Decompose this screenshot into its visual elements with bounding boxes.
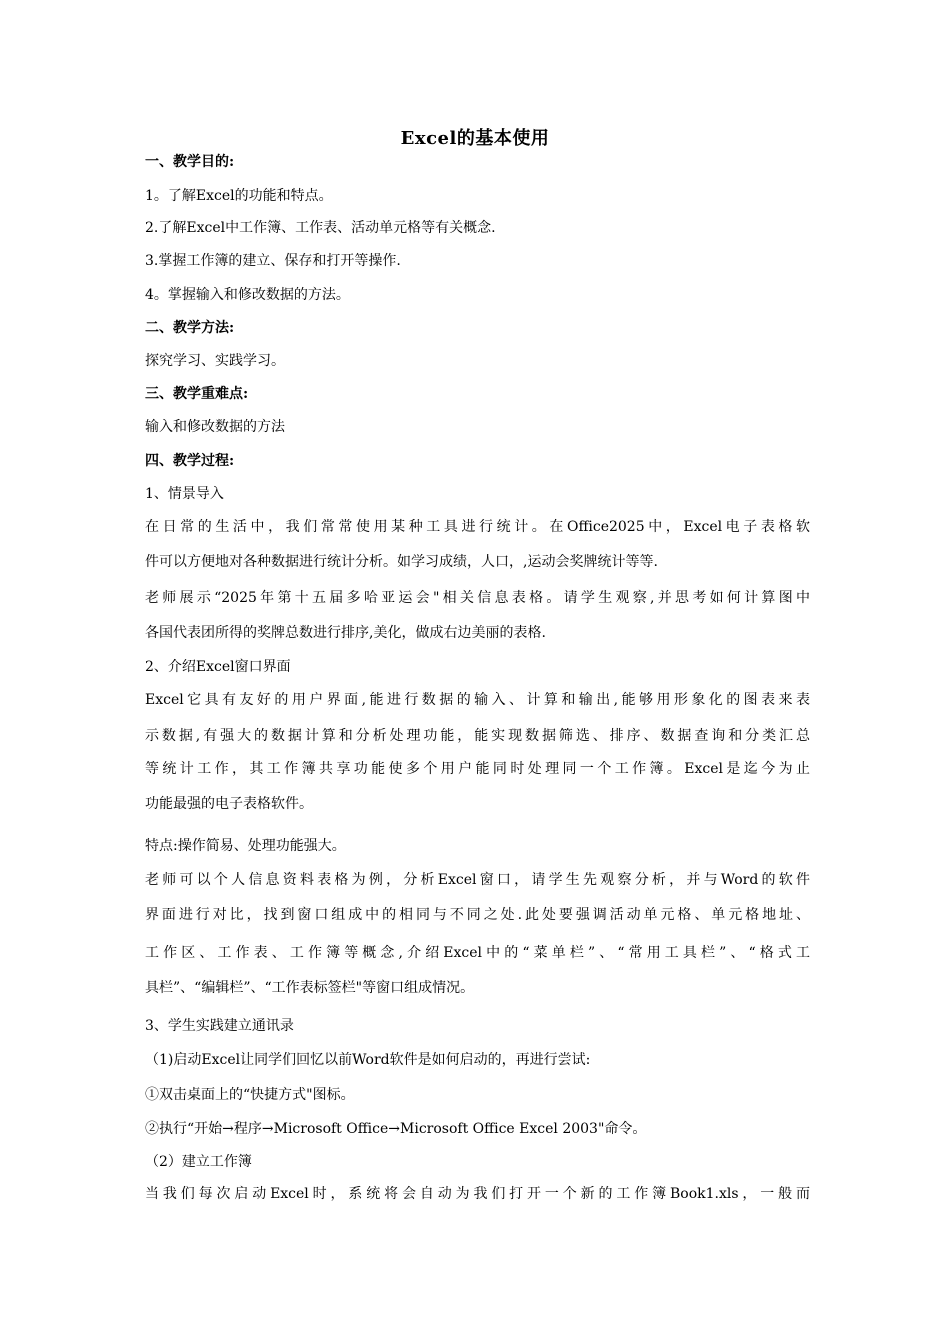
paragraph-line: 功能最强的电子表格软件。 [145, 796, 313, 812]
paragraph-line: 特点:操作简易、处理功能强大。 [145, 838, 346, 854]
paragraph-line: 示数据,有强大的数据计算和分析处理功能，能实现数据筛选、排序、数据查询和分类汇总 [145, 728, 810, 744]
paragraph-line: 件可以方便地对各种数据进行统计分析。如学习成绩，人口，,运动会奖牌统计等等. [145, 554, 658, 570]
section-heading: 二、教学方法: [145, 320, 235, 336]
paragraph-line: 3.掌握工作簿的建立、保存和打开等操作. [145, 253, 401, 269]
paragraph-line: 1、情景导入 [145, 486, 224, 502]
paragraph-line: 2.了解Excel中工作簿、工作表、活动单元格等有关概念. [145, 220, 496, 236]
section-heading: 四、教学过程: [145, 453, 235, 469]
paragraph-line: ②执行“开始→程序→Microsoft Office→Microsoft Office Excel 2003"命令。 [145, 1121, 647, 1137]
section-heading: 一、教学目的: [145, 154, 235, 170]
paragraph-line: 探究学习、实践学习。 [145, 353, 285, 369]
paragraph-line: 老师展示“2025年第十五届多哈亚运会"相关信息表格。请学生观察,并思考如何计算图中 [145, 590, 810, 606]
paragraph-line: 当我们每次启动Excel时，系统将会自动为我们打开一个新的工作簿Book1.xls，一般而 [145, 1186, 810, 1202]
paragraph-line: 界面进行对比，找到窗口组成中的相同与不同之处.此处要强调活动单元格、单元格地址、 [145, 907, 810, 923]
paragraph-line: 具栏”、“编辑栏”、“工作表标签栏"等窗口组成情况。 [145, 980, 475, 996]
paragraph-line: （1)启动Excel让同学们回忆以前Word软件是如何启动的，再进行尝试: [145, 1052, 591, 1068]
paragraph-line: 等统计工作，其工作簿共享功能使多个用户能同时处理同一个工作簿。Excel是迄今为止 [145, 761, 810, 777]
paragraph-line: （2）建立工作簿 [145, 1154, 252, 1170]
paragraph-line: 输入和修改数据的方法 [145, 419, 285, 435]
paragraph-line: 各国代表团所得的奖牌总数进行排序,美化，做成右边美丽的表格. [145, 625, 546, 641]
paragraph-line: 2、介绍Excel窗口界面 [145, 659, 291, 675]
paragraph-line: 老师可以个人信息资料表格为例，分析Excel窗口，请学生先观察分析，并与Word的软件 [145, 872, 810, 888]
paragraph-line: ①双击桌面上的“快捷方式"图标。 [145, 1087, 355, 1103]
paragraph-line: 工作区、工作表、工作簿等概念,介绍Excel中的“菜单栏”、“常用工具栏”、“格式工 [145, 945, 810, 961]
paragraph-line: 在日常的生活中，我们常常使用某种工具进行统计。在Office2025中，Excel电子表格软 [145, 519, 810, 535]
section-heading: 三、教学重难点: [145, 386, 249, 402]
paragraph-line: Excel它具有友好的用户界面,能进行数据的输入、计算和输出,能够用形象化的图表来表 [145, 692, 810, 708]
paragraph-line: 1。了解Excel的功能和特点。 [145, 188, 333, 204]
document-title: Excel的基本使用 [400, 128, 550, 149]
paragraph-line: 3、学生实践建立通讯录 [145, 1018, 294, 1034]
paragraph-line: 4。掌握输入和修改数据的方法。 [145, 287, 350, 303]
